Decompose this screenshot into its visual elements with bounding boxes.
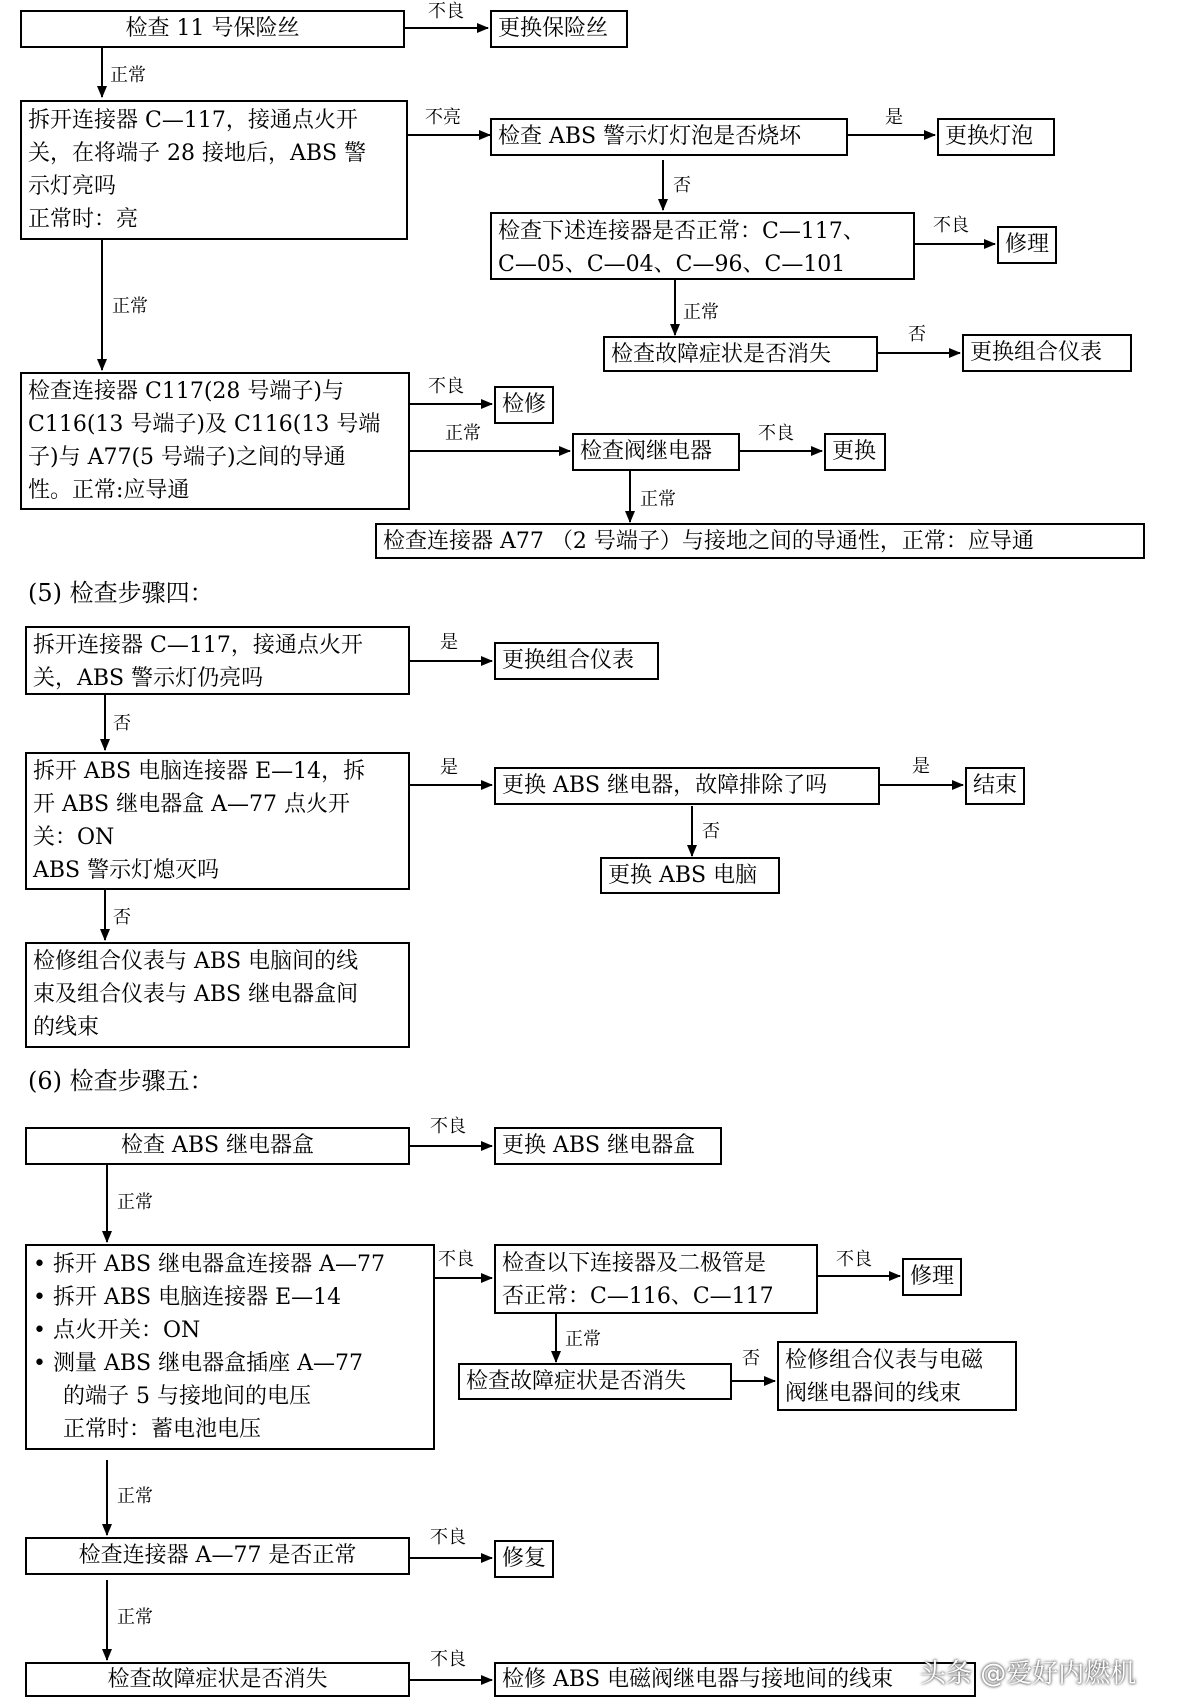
repair-box (997, 226, 1057, 264)
step4-replace-ecu-box (600, 857, 780, 894)
step4-q1-line-1: 拆开连接器 C—117，接通点火开 (33, 633, 363, 658)
final-symptom-box (25, 1662, 410, 1697)
continuity-normal-label: 正常 (445, 423, 481, 444)
replace-relay-box (824, 433, 886, 471)
measure-item-1: • 拆开 ABS 继电器盒连接器 A—77 (33, 1248, 427, 1281)
check-diode-line-2: 否正常：C—116、C—117 (502, 1284, 774, 1309)
check-symptom-text: 检查故障症状是否消失 (611, 342, 832, 367)
step4-q2-yes-label: 是 (440, 757, 458, 778)
check-ground-text: 检查连接器 A77 （2 号端子）与接地之间的导通性，正常：应导通 (383, 529, 1034, 554)
step4-heading: (5) 检查步骤四： (28, 579, 214, 607)
step4-harness-line-2: 束及组合仪表与 ABS 继电器盒间 (33, 982, 359, 1007)
step4-end-text: 结束 (973, 773, 1018, 798)
replace-relaybox-box (494, 1127, 722, 1165)
step4-q2-no-label: 否 (113, 907, 131, 928)
a77-bad-label: 不良 (430, 1527, 466, 1548)
step4-q1-line-2: 关，ABS 警示灯仍亮吗 (33, 666, 264, 691)
step4-q2-line-3: 关：ON (33, 825, 115, 850)
fuse-bad-label: 不良 (428, 1, 464, 22)
step4-replace-cluster-box (494, 642, 659, 680)
warn-lamp-line-2: 关，在将端子 28 接地后，ABS 警 (28, 141, 367, 166)
replace-cluster-text: 更换组合仪表 (970, 340, 1103, 365)
step5-symptom-text: 检查故障症状是否消失 (466, 1369, 687, 1394)
step4-harness-line-3: 的线束 (33, 1015, 100, 1040)
step4-relay-text: 更换 ABS 继电器，故障排除了吗 (502, 773, 828, 798)
step4-q1-no-label: 否 (113, 713, 131, 734)
replace-relaybox-text: 更换 ABS 继电器盒 (502, 1133, 696, 1158)
measure-normal-label: 正常 (117, 1486, 153, 1507)
step4-end-box (965, 767, 1025, 805)
step4-relay-yes-label: 是 (912, 756, 930, 777)
continuity-bad-label: 不良 (428, 376, 464, 397)
replace-relay-text: 更换 (832, 439, 877, 464)
replace-cluster-box (962, 334, 1132, 372)
step5-repair-box (902, 1258, 962, 1296)
check-connectors-line-1: 检查下述连接器是否正常：C—117、 (498, 219, 865, 244)
continuity-line-3: 子)与 A77(5 号端子)之间的导通 (28, 445, 346, 470)
measure-cont-2: 正常时：蓄电池电压 (63, 1417, 262, 1442)
diode-bad-label: 不良 (836, 1249, 872, 1270)
check-fuse-box (20, 10, 405, 48)
check-relaybox-text: 检查 ABS 继电器盒 (120, 1133, 315, 1158)
check-fuse-text: 检查 11 号保险丝 (125, 16, 300, 41)
step5-harness-line-2: 阀继电器间的线束 (785, 1381, 962, 1406)
check-ground-box (375, 523, 1145, 559)
measure-item-4: • 测量 ABS 继电器盒插座 A—77 (33, 1347, 427, 1380)
final-service-text: 检修 ABS 电磁阀继电器与接地间的线束 (502, 1667, 894, 1692)
warn-lamp-line-1: 拆开连接器 C—117，接通点火开 (28, 108, 358, 133)
diode-normal-label: 正常 (565, 1329, 601, 1350)
a77-normal-label: 正常 (117, 1607, 153, 1628)
measure-item-3: • 点火开关：ON (33, 1314, 427, 1347)
fix-box (494, 1540, 554, 1578)
fix-text: 修复 (502, 1546, 547, 1571)
step4-q2-line-4: ABS 警示灯熄灭吗 (33, 858, 220, 883)
warn-lamp-line-3: 示灯亮吗 (28, 174, 117, 199)
step5-heading: (6) 检查步骤五： (28, 1067, 214, 1095)
relay-normal-label: 正常 (640, 489, 676, 510)
check-diode-line-1: 检查以下连接器及二极管是 (502, 1251, 767, 1276)
connectors-normal-label: 正常 (683, 302, 719, 323)
step4-q1-box (25, 626, 410, 695)
service-box (494, 386, 554, 424)
check-connectors-box (490, 212, 915, 280)
lamp-notlit-label: 不亮 (425, 107, 461, 128)
step4-q1-yes-label: 是 (440, 632, 458, 653)
fuse-normal-label: 正常 (110, 65, 146, 86)
check-bulb-box (490, 118, 848, 156)
continuity-line-1: 检查连接器 C117(28 号端子)与 (28, 379, 344, 404)
check-relay-box (572, 433, 740, 471)
check-relaybox-box (25, 1127, 410, 1165)
measure-bad-label: 不良 (438, 1249, 474, 1270)
service-text: 检修 (502, 392, 547, 417)
step4-q2-line-2: 开 ABS 继电器盒 A—77 点火开 (33, 792, 350, 817)
step5-harness-line-1: 检修组合仪表与电磁 (785, 1348, 984, 1373)
replace-bulb-box (937, 118, 1055, 156)
connectors-bad-label: 不良 (933, 215, 969, 236)
symptom-no-label: 否 (908, 324, 926, 345)
watermark: 头条 @爱好内燃机 (920, 1659, 1137, 1689)
measure-item-2: • 拆开 ABS 电脑连接器 E—14 (33, 1281, 427, 1314)
final-bad-label: 不良 (430, 1649, 466, 1670)
final-service-box (494, 1662, 976, 1697)
step5-repair-text: 修理 (910, 1264, 955, 1289)
step4-harness-line-1: 检修组合仪表与 ABS 电脑间的线 (33, 949, 359, 974)
continuity-box (20, 372, 410, 510)
step4-replace-cluster-text: 更换组合仪表 (502, 648, 635, 673)
check-bulb-text: 检查 ABS 警示灯灯泡是否烧坏 (498, 124, 802, 149)
measure-box (25, 1244, 435, 1450)
check-diode-box (494, 1244, 818, 1314)
step5-symptom-box (458, 1363, 732, 1400)
relaybox-bad-label: 不良 (430, 1116, 466, 1137)
measure-cont-1: 的端子 5 与接地间的电压 (63, 1384, 311, 1409)
relaybox-normal-label: 正常 (117, 1192, 153, 1213)
repair-text: 修理 (1005, 232, 1050, 257)
replace-fuse-box (490, 10, 628, 48)
check-relay-text: 检查阀继电器 (580, 439, 713, 464)
continuity-line-2: C116(13 号端子)及 C116(13 号端 (28, 412, 381, 437)
check-symptom-box (603, 336, 878, 372)
replace-bulb-text: 更换灯泡 (945, 124, 1034, 149)
step5-harness-box (777, 1341, 1017, 1411)
step4-q2-box (25, 752, 410, 890)
lamp-normal-label: 正常 (112, 296, 148, 317)
check-a77-text: 检查连接器 A—77 是否正常 (78, 1543, 357, 1568)
continuity-line-4: 性。正常:应导通 (28, 478, 190, 503)
check-a77-box (25, 1537, 410, 1575)
relay-bad-label: 不良 (758, 423, 794, 444)
bulb-yes-label: 是 (885, 107, 903, 128)
warn-lamp-line-4: 正常时：亮 (28, 207, 139, 232)
warn-lamp-box (20, 100, 408, 240)
step4-relay-box (494, 767, 880, 805)
step4-harness-box (25, 942, 410, 1048)
step4-replace-ecu-text: 更换 ABS 电脑 (608, 863, 758, 888)
check-connectors-line-2: C—05、C—04、C—96、C—101 (498, 252, 846, 277)
step4-q2-line-1: 拆开 ABS 电脑连接器 E—14，拆 (33, 759, 366, 784)
step4-relay-no-label: 否 (702, 821, 720, 842)
bulb-no-label: 否 (673, 175, 691, 196)
step5-symptom-no-label: 否 (742, 1348, 760, 1369)
replace-fuse-text: 更换保险丝 (498, 16, 609, 41)
final-symptom-text: 检查故障症状是否消失 (107, 1667, 328, 1692)
